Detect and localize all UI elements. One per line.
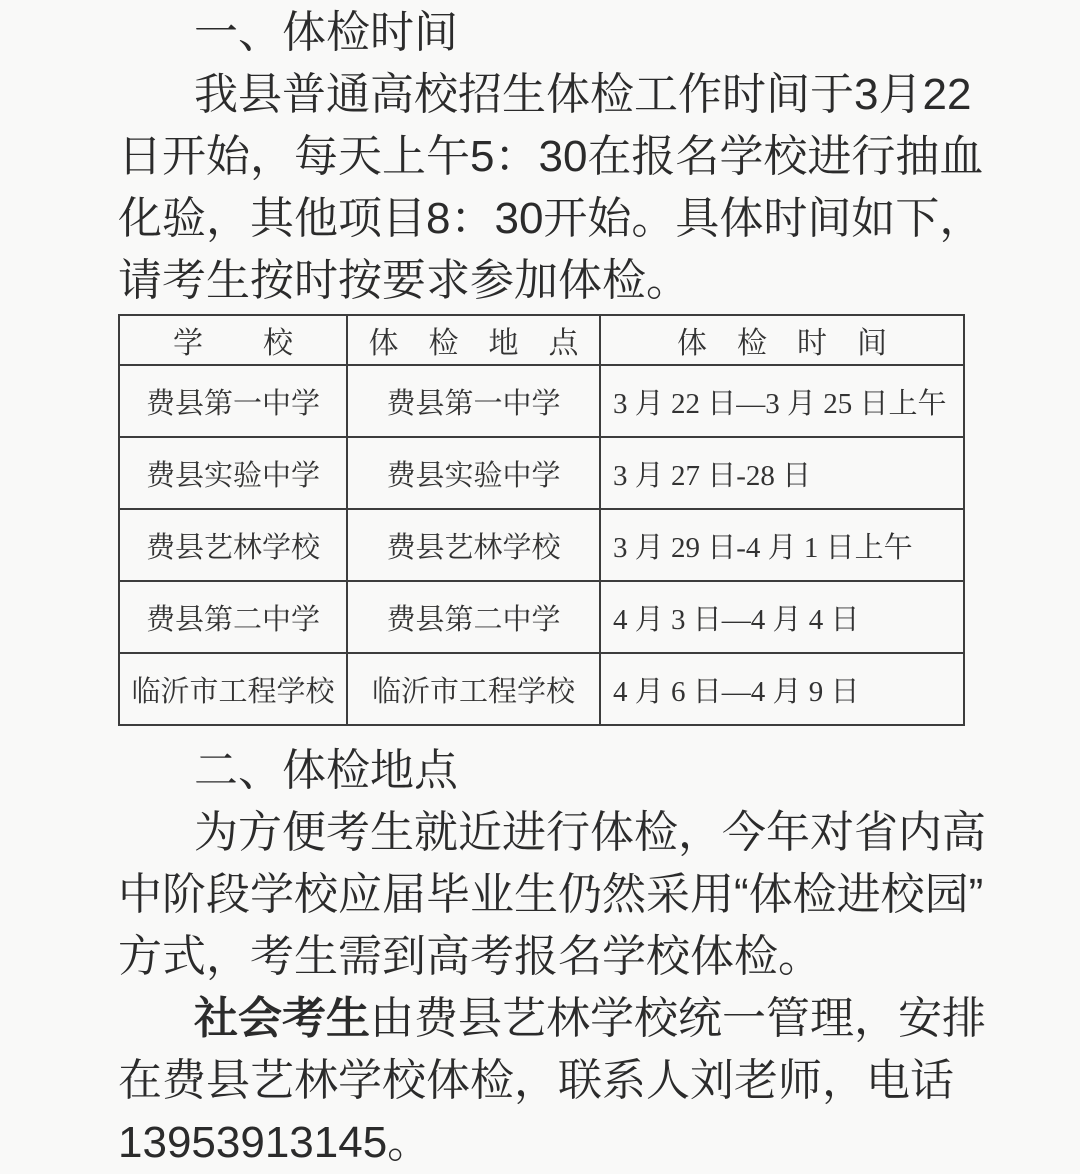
- section2-heading: 二、体检地点: [194, 746, 458, 795]
- section1-heading: 一、体检时间: [194, 8, 458, 57]
- table-row: [119, 581, 964, 653]
- cell-time: 4 月 3 日—4 月 4 日: [600, 581, 964, 653]
- cell-time: 3 月 27 日-28 日: [600, 437, 964, 509]
- cell-location: 临沂市工程学校: [347, 653, 600, 725]
- paragraph-line: 中阶段学校应届毕业生仍然采用“体检进校园”: [118, 870, 984, 919]
- paragraph-line: 方式，考生需到高考报名学校体检。: [118, 932, 822, 981]
- paragraph-line: 化验，其他项目8：30开始。具体时间如下，: [118, 194, 984, 243]
- cell-time: 3 月 22 日—3 月 25 日上午: [600, 365, 964, 437]
- cell-time: 3 月 29 日-4 月 1 日上午: [600, 509, 964, 581]
- cell-school: 费县第二中学: [119, 581, 347, 653]
- table-row: [119, 509, 964, 581]
- cell-time: 4 月 6 日—4 月 9 日: [600, 653, 964, 725]
- column-header-location: 体 检 地 点: [347, 315, 600, 365]
- cell-location: 费县实验中学: [347, 437, 600, 509]
- schedule-table: [118, 314, 965, 726]
- cell-location: 费县艺林学校: [347, 509, 600, 581]
- line-rest: 由费县艺林学校统一管理，安排: [370, 994, 986, 1043]
- cell-school: 费县实验中学: [119, 437, 347, 509]
- bold-term: 社会考生: [194, 994, 370, 1043]
- paragraph-line: 在费县艺林学校体检，联系人刘老师，电话: [118, 1056, 954, 1105]
- table-header-row: [119, 315, 964, 365]
- table-row: [119, 437, 964, 509]
- phone-number-line: 13953913145。: [118, 1118, 432, 1167]
- cell-location: 费县第一中学: [347, 365, 600, 437]
- column-header-school: 学 校: [119, 315, 347, 365]
- paragraph-line: 日开始，每天上午5：30在报名学校进行抽血: [118, 132, 984, 181]
- paragraph-line: 请考生按时按要求参加体检。: [118, 256, 690, 305]
- cell-school: 临沂市工程学校: [119, 653, 347, 725]
- table-row: [119, 653, 964, 725]
- cell-school: 费县艺林学校: [119, 509, 347, 581]
- cell-school: 费县第一中学: [119, 365, 347, 437]
- column-header-time: 体 检 时 间: [600, 315, 964, 365]
- cell-location: 费县第二中学: [347, 581, 600, 653]
- paragraph-line: 我县普通高校招生体检工作时间于3月22: [194, 70, 972, 119]
- paragraph-line: 为方便考生就近进行体检，今年对省内高: [194, 808, 986, 857]
- table-row: [119, 365, 964, 437]
- paragraph-line: [118, 988, 986, 1050]
